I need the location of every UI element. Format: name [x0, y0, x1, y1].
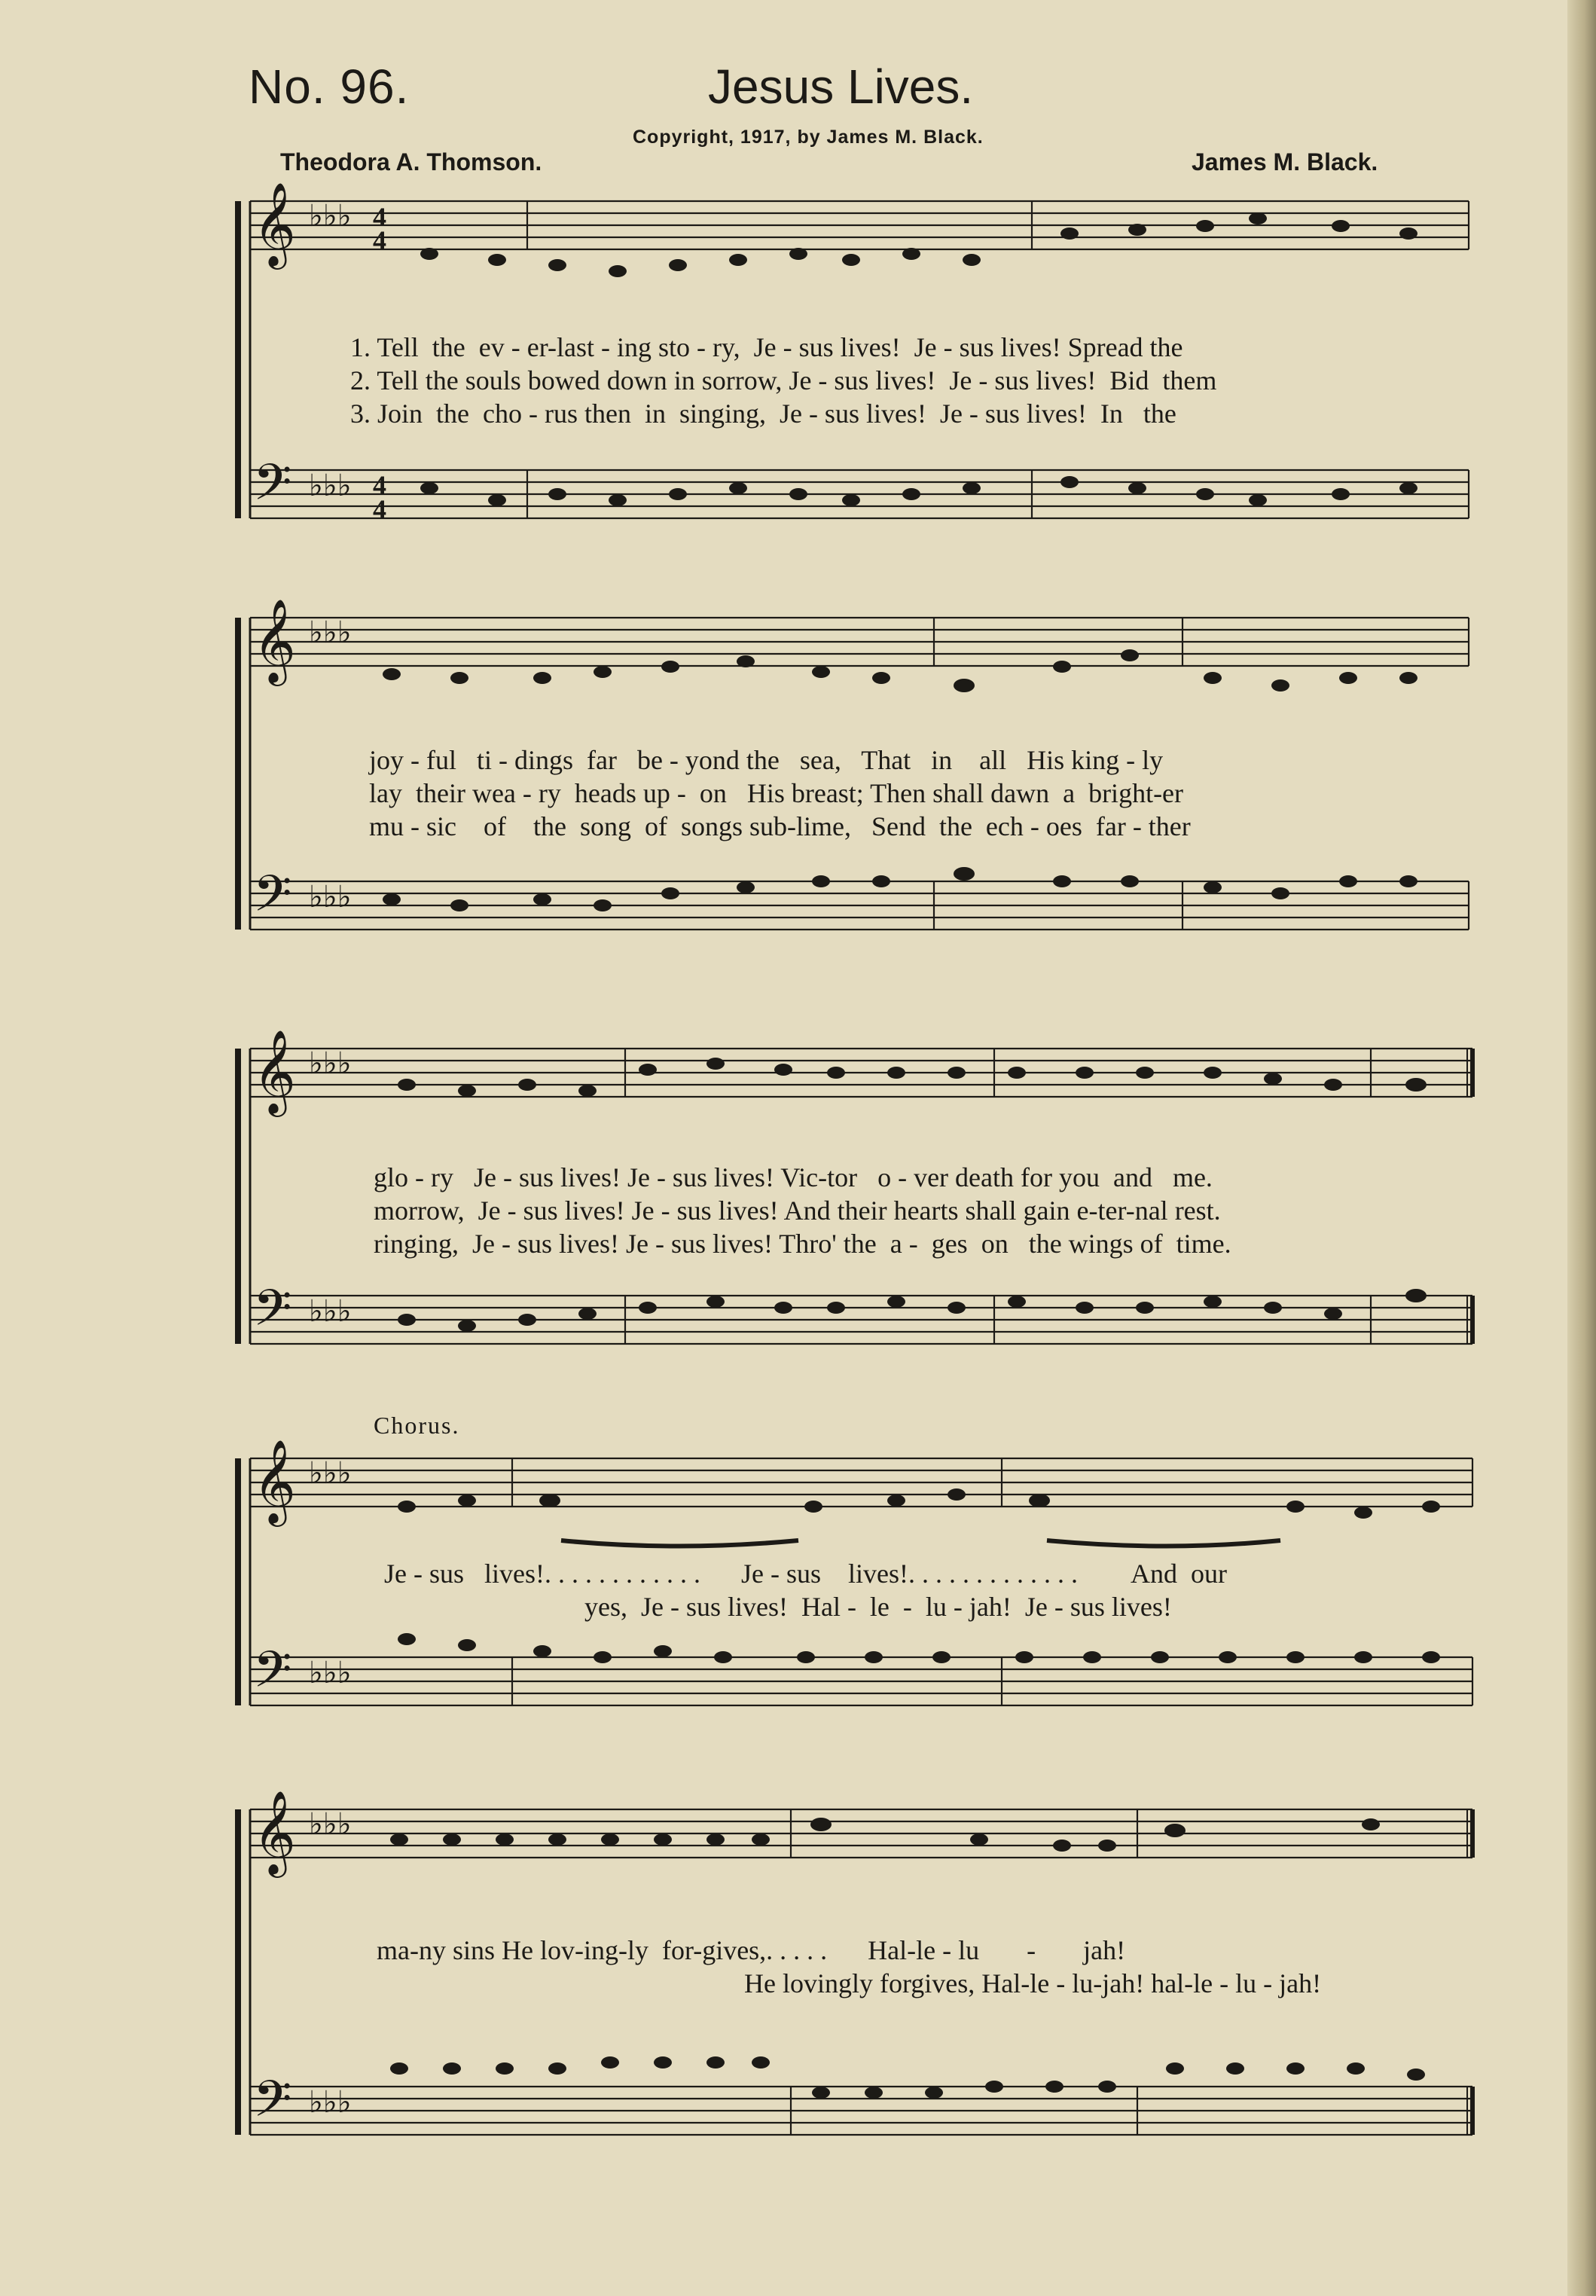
- lyric-line-chorus-melody: ma-ny sins He lov-ing-ly for-gives,. . . . . Hal-le - lu - jah!: [377, 1935, 1126, 1965]
- svg-text:♭♭♭: ♭♭♭: [309, 199, 352, 234]
- chorus-label: Chorus.: [374, 1412, 460, 1439]
- svg-text:𝄞: 𝄞: [253, 1439, 296, 1523]
- svg-text:♭♭♭: ♭♭♭: [309, 880, 352, 914]
- score-staves-4: [0, 1431, 1596, 1748]
- svg-text:4: 4: [373, 470, 386, 500]
- lyric-line-verse3: 3. Join the cho - rus then in singing, Je - sus lives! Je - sus lives! In the: [350, 398, 1176, 429]
- svg-text:𝄞: 𝄞: [253, 1790, 296, 1874]
- svg-text:𝄢: 𝄢: [253, 2070, 292, 2140]
- svg-text:♭♭♭: ♭♭♭: [309, 469, 352, 503]
- svg-text:𝄞: 𝄞: [253, 182, 296, 266]
- svg-text:♭♭♭: ♭♭♭: [309, 1656, 352, 1690]
- hymn-title: Jesus Lives.: [708, 60, 974, 114]
- hymn-number: No. 96.: [249, 60, 410, 114]
- svg-text:♭♭♭: ♭♭♭: [309, 615, 352, 650]
- svg-text:♭♭♭: ♭♭♭: [309, 2085, 352, 2120]
- composer-credit: James M. Black.: [1192, 148, 1378, 176]
- music-system-1: [0, 0, 1596, 542]
- svg-text:♭♭♭: ♭♭♭: [309, 1807, 352, 1842]
- svg-text:𝄞: 𝄞: [253, 1029, 296, 1113]
- lyric-line-chorus-melody: Je - sus lives!. . . . . . . . . . . . Je - sus lives!. . . . . . . . . . . . . And our: [384, 1559, 1227, 1589]
- lyric-line-verse1: joy - ful ti - dings far be - yond the sea, That in all His king - ly: [369, 745, 1164, 775]
- svg-text:4: 4: [373, 202, 386, 232]
- svg-text:♭♭♭: ♭♭♭: [309, 1046, 352, 1081]
- lyric-line-verse2: morrow, Je - sus lives! Je - sus lives! And their hearts shall gain e-ter-nal rest.: [374, 1195, 1221, 1226]
- svg-text:𝄢: 𝄢: [253, 1641, 292, 1711]
- svg-text:𝄞: 𝄞: [253, 598, 296, 682]
- svg-text:𝄢: 𝄢: [253, 865, 292, 935]
- lyric-line-verse1: 1. Tell the ev - er-last - ing sto - ry, Je - sus lives! Je - sus lives! Spread the: [350, 332, 1183, 362]
- lyric-line-verse2: lay their wea - ry heads up - on His breast; Then shall dawn a bright-er: [369, 778, 1184, 808]
- lyric-line-verse2: 2. Tell the souls bowed down in sorrow, Je - sus lives! Je - sus lives! Bid them: [350, 365, 1217, 395]
- music-system-4: [0, 1431, 1596, 1748]
- lyricist-credit: Theodora A. Thomson.: [280, 148, 542, 176]
- svg-text:𝄢: 𝄢: [253, 453, 292, 524]
- score-staves-1: [0, 0, 1596, 542]
- music-system-5: [0, 1755, 1596, 2207]
- svg-text:𝄢: 𝄢: [253, 1279, 292, 1349]
- music-system-2: [0, 542, 1596, 994]
- svg-text:♭♭♭: ♭♭♭: [309, 1294, 352, 1329]
- svg-text:4: 4: [373, 494, 386, 524]
- lyric-line-verse3: mu - sic of the song of songs sub-lime, Send the ech - oes far - ther: [369, 811, 1191, 841]
- lyric-line-chorus-echo: He lovingly forgives, Hal-le - lu-jah! hal-le - lu - jah!: [744, 1968, 1322, 1998]
- svg-text:4: 4: [373, 225, 386, 255]
- lyric-line-verse3: ringing, Je - sus lives! Je - sus lives! Thro' the a - ges on the wings of time.: [374, 1229, 1231, 1259]
- lyric-line-chorus-echo: yes, Je - sus lives! Hal - le - lu - jah! Je - sus lives!: [584, 1592, 1172, 1622]
- lyric-line-verse1: glo - ry Je - sus lives! Je - sus lives! Vic-tor o - ver death for you and me.: [374, 1162, 1213, 1192]
- music-system-3: [0, 994, 1596, 1416]
- copyright-notice: Copyright, 1917, by James M. Black.: [633, 127, 984, 148]
- svg-text:♭♭♭: ♭♭♭: [309, 1456, 352, 1491]
